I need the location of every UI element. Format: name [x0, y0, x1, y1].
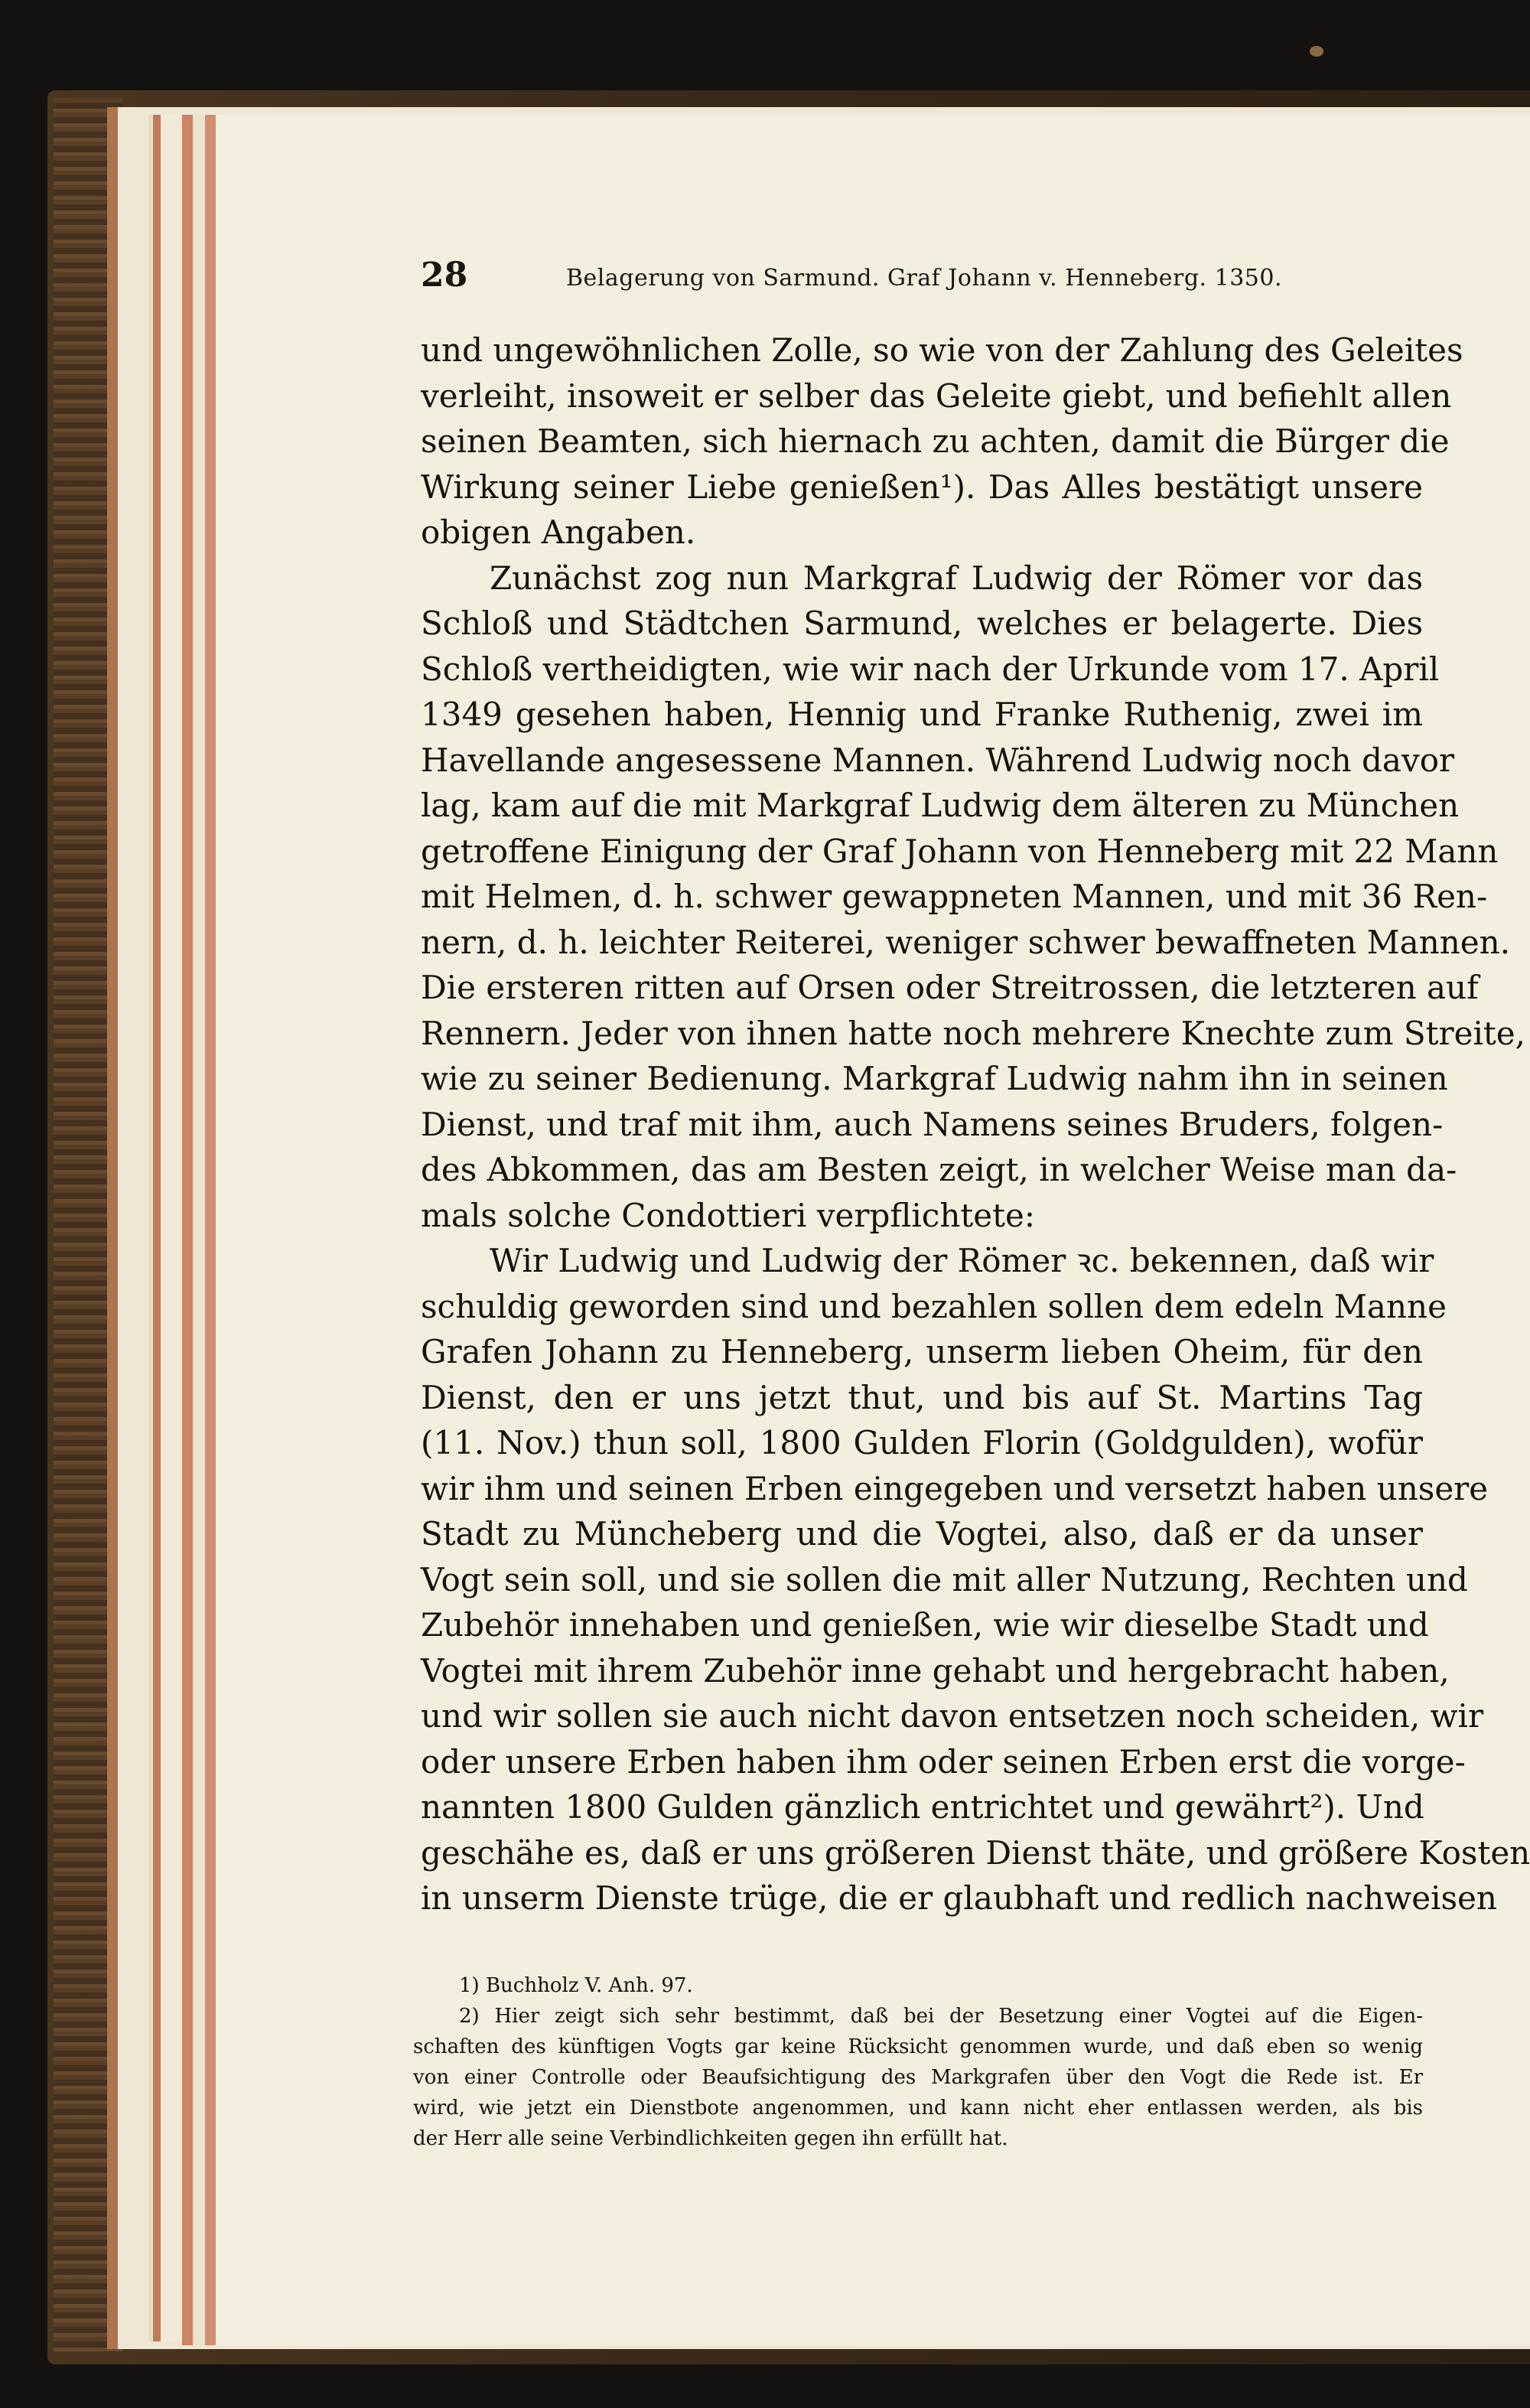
- footnote-2-line: der Herr alle seine Verbindlichkeiten gegen ihn erfüllt hat.: [413, 2127, 1008, 2150]
- text-line: schuldig geworden sind und bezahlen sollen dem edeln Manne: [421, 1287, 1447, 1325]
- text-line: Wirkung seiner Liebe genießen¹). Das Alles bestätigt unsere: [421, 468, 1423, 506]
- text-line: nannten 1800 Gulden gänzlich entrichtet und gewährt²). Und: [421, 1788, 1424, 1826]
- text-line: Vogtei mit ihrem Zubehör inne gehabt und hergebracht haben,: [421, 1651, 1450, 1690]
- text-line: getroffene Einigung der Graf Johann von Henneberg mit 22 Mann: [421, 832, 1499, 870]
- text-line: 1349 gesehen haben, Hennig und Franke Ruthenig, zwei im: [421, 696, 1423, 733]
- footnote-2-line: wird, wie jetzt ein Dienstbote angenommen, und kann nicht eher entlassen werden, als bis: [413, 2097, 1423, 2120]
- page-header: [421, 256, 1293, 301]
- text-line: Stadt zu Müncheberg und die Vogtei, also, daß er da unser: [421, 1515, 1423, 1553]
- text-line: wie zu seiner Bedienung. Markgraf Ludwig nahm ihn in seinen: [421, 1060, 1448, 1097]
- body-text: [421, 327, 1530, 1921]
- text-line: mit Helmen, d. h. schwer gewappneten Mannen, und mit 36 Ren-: [421, 878, 1488, 915]
- text-line: und ungewöhnlichen Zolle, so wie von der Zahlung des Geleites: [421, 331, 1463, 369]
- text-line: Dienst, den er uns jetzt thut, und bis auf St. Martins Tag: [421, 1378, 1423, 1416]
- text-line: und wir sollen sie auch nicht davon entsetzen noch scheiden, wir: [421, 1697, 1484, 1735]
- text-line: geschähe es, daß er uns größeren Dienst thäte, und größere Kosten: [421, 1833, 1530, 1872]
- text-line: des Abkommen, das am Besten zeigt, in welcher Weise man da-: [421, 1151, 1457, 1188]
- text-line: Havellande angesessene Mannen. Während Ludwig noch davor: [421, 741, 1455, 779]
- footnote-1: 1) Buchholz V. Anh. 97.: [459, 1974, 693, 1997]
- text-line: nern, d. h. leichter Reiterei, weniger schwer bewaffneten Mannen.: [421, 923, 1511, 961]
- running-head: Belagerung von Sarmund. Graf Johann v. Henneberg. 1350.: [566, 265, 1283, 292]
- text-line: Die ersteren ritten auf Orsen oder Streitrossen, die letzteren auf: [421, 969, 1479, 1006]
- text-line: Vogt sein soll, und sie sollen die mit aller Nutzung, Rechten und: [421, 1560, 1468, 1598]
- text-line: Wir Ludwig und Ludwig der Römer ꝛc. bekennen, daß wir: [490, 1242, 1434, 1279]
- paper-speck: [1310, 46, 1323, 57]
- footnotes: [413, 1970, 1423, 2154]
- text-line: oder unsere Erben haben ihm oder seinen Erben erst die vorge-: [421, 1742, 1466, 1781]
- text-line: lag, kam auf die mit Markgraf Ludwig dem älteren zu München: [421, 787, 1460, 824]
- text-line: in unserm Dienste trüge, die er glaubhaft und redlich nachweisen: [421, 1879, 1497, 1917]
- text-line: seinen Beamten, sich hiernach zu achten, damit die Bürger die: [421, 422, 1450, 460]
- page-number: 28: [421, 256, 468, 295]
- text-line: Schloß und Städtchen Sarmund, welches er belagerte. Dies: [421, 604, 1423, 642]
- footnote-2-line: von einer Controlle oder Beaufsichtigung des Markgrafen über den Vogt die Rede ist. Er: [413, 2066, 1423, 2089]
- text-line: Schloß vertheidigten, wie wir nach der Urkunde vom 17. April: [421, 650, 1440, 688]
- text-line: (11. Nov.) thun soll, 1800 Gulden Florin (Goldgulden), wofür: [421, 1424, 1423, 1461]
- text-line: wir ihm und seinen Erben eingegeben und versetzt haben unsere: [421, 1469, 1489, 1507]
- text-line: mals solche Condottieri verpflichtete:: [421, 1196, 1035, 1234]
- text-line: Zubehör innehaben und genießen, wie wir dieselbe Stadt und: [421, 1606, 1429, 1644]
- footnote-2-line: schaften des künftigen Vogts gar keine Rücksicht genommen wurde, und daß eben so wenig: [413, 2035, 1423, 2058]
- text-line: Grafen Johann zu Henneberg, unserm lieben Oheim, für den: [421, 1333, 1423, 1370]
- text-line: Zunächst zog nun Markgraf Ludwig der Römer vor das: [490, 559, 1423, 597]
- text-line: verleiht, insoweit er selber das Geleite giebt, und befiehlt allen: [421, 376, 1452, 415]
- text-line: obigen Angaben.: [421, 513, 696, 551]
- text-line: Dienst, und traf mit ihm, auch Namens seines Bruders, folgen-: [421, 1105, 1444, 1143]
- footnote-2-line: 2) Hier zeigt sich sehr bestimmt, daß bei der Besetzung einer Vogtei auf die Eigen-: [459, 2005, 1423, 2028]
- text-line: Rennern. Jeder von ihnen hatte noch mehrere Knechte zum Streite,: [421, 1014, 1525, 1052]
